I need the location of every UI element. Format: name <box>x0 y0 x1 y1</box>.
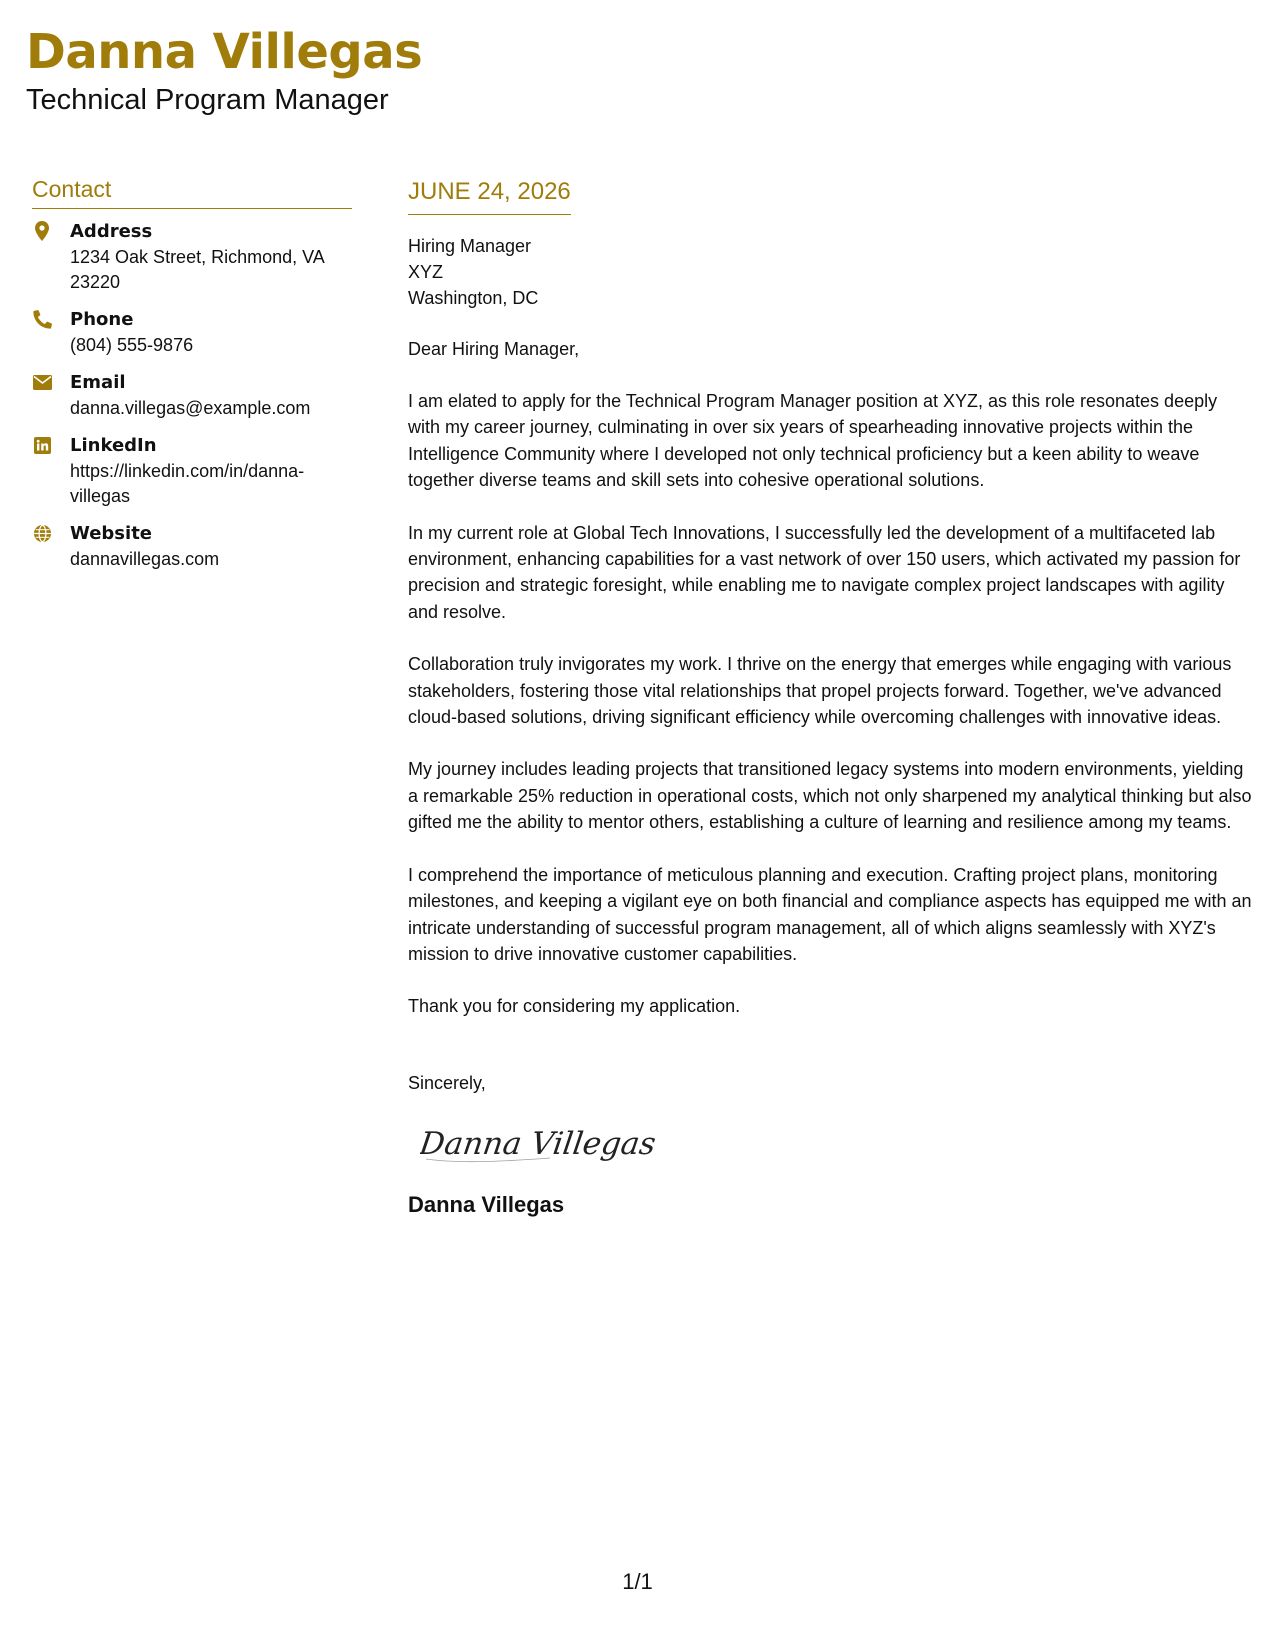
email-value[interactable]: danna.villegas@example.com <box>70 398 311 418</box>
address-label: Address <box>70 221 153 242</box>
body-paragraph: In my current role at Global Tech Innovations, I successfully led the development of a multifaceted lab environment, enhancing capabilities for a vast network of over 150 users, which activated my passion for precision and strategic foresight, while enabling me to navigate complex project landscapes with agility and resolve. <box>408 522 1241 622</box>
linkedin-value[interactable]: https://linkedin.com/in/danna-villegas <box>70 461 305 506</box>
salutation: Dear Hiring Manager, <box>408 339 580 359</box>
envelope-icon <box>32 372 52 392</box>
phone-value: (804) 555-9876 <box>70 335 194 355</box>
contact-item-email <box>32 370 352 421</box>
linkedin-icon <box>32 435 52 455</box>
body-paragraph: I am elated to apply for the Technical Program Manager position at XYZ, as this role resonates deeply with my career journey, culminating in over six years of spearheading innovative projects within the Intelligence Community where I developed not only technical proficiency but a keen ability to weave together diverse teams and skill sets into cohesive operational solutions. <box>408 391 1218 491</box>
contact-item-phone <box>32 307 352 358</box>
body-paragraph: Collaboration truly invigorates my work. I thrive on the energy that emerges while engaging with various stakeholders, fostering those vital relationships that propel projects forward. Together, we've advanced cloud-based solutions, driving significant efficiency while overcoming challenges with innovative ideas. <box>408 654 1232 728</box>
contact-sidebar <box>32 174 352 584</box>
handwritten-signature <box>420 1114 1253 1174</box>
map-pin-icon <box>32 221 52 241</box>
recipient-line: Washington, DC <box>408 288 539 308</box>
website-label: Website <box>70 523 153 544</box>
recipient-block <box>408 233 1253 311</box>
signature-text: Danna Villegas <box>420 1125 658 1162</box>
body-paragraph: My journey includes leading projects that transitioned legacy systems into modern environments, yielding a remarkable 25% reduction in operational costs, which not only sharpened my analytical thinking but also gifted me the ability to mentor others, establishing a culture of learning and resilience among my teams. <box>408 759 1252 833</box>
phone-label: Phone <box>70 309 134 330</box>
applicant-job-title: Technical Program Manager <box>26 84 389 116</box>
contact-item-website <box>32 521 352 572</box>
body-paragraph: Thank you for considering my application. <box>408 996 741 1017</box>
applicant-name: Danna Villegas <box>26 24 423 80</box>
contact-item-address <box>32 219 352 295</box>
email-label: Email <box>70 372 126 393</box>
page-number: 1/1 <box>622 1569 653 1594</box>
cover-letter-body <box>408 176 1253 1220</box>
phone-icon <box>32 309 52 329</box>
body-paragraph: I comprehend the importance of meticulous planning and execution. Crafting project plans, monitoring milestones, and keeping a vigilant eye on both financial and compliance aspects has equipped me with an intricate understanding of successful program management, all of which aligns seamlessly with XYZ's mission to drive innovative customer capabilities. <box>408 864 1252 964</box>
website-value[interactable]: dannavillegas.com <box>70 549 220 569</box>
closing: Sincerely, <box>408 1072 486 1093</box>
contact-heading: Contact <box>32 174 352 209</box>
recipient-line: Hiring Manager <box>408 236 532 256</box>
address-value: 1234 Oak Street, Richmond, VA 23220 <box>70 247 324 292</box>
contact-list <box>32 219 352 572</box>
letter-date: JUNE 24, 2026 <box>408 176 571 215</box>
contact-item-linkedin <box>32 433 352 509</box>
linkedin-label: LinkedIn <box>70 435 157 456</box>
globe-icon <box>32 523 52 543</box>
recipient-line: XYZ <box>408 262 444 282</box>
signed-name: Danna Villegas <box>408 1191 565 1217</box>
